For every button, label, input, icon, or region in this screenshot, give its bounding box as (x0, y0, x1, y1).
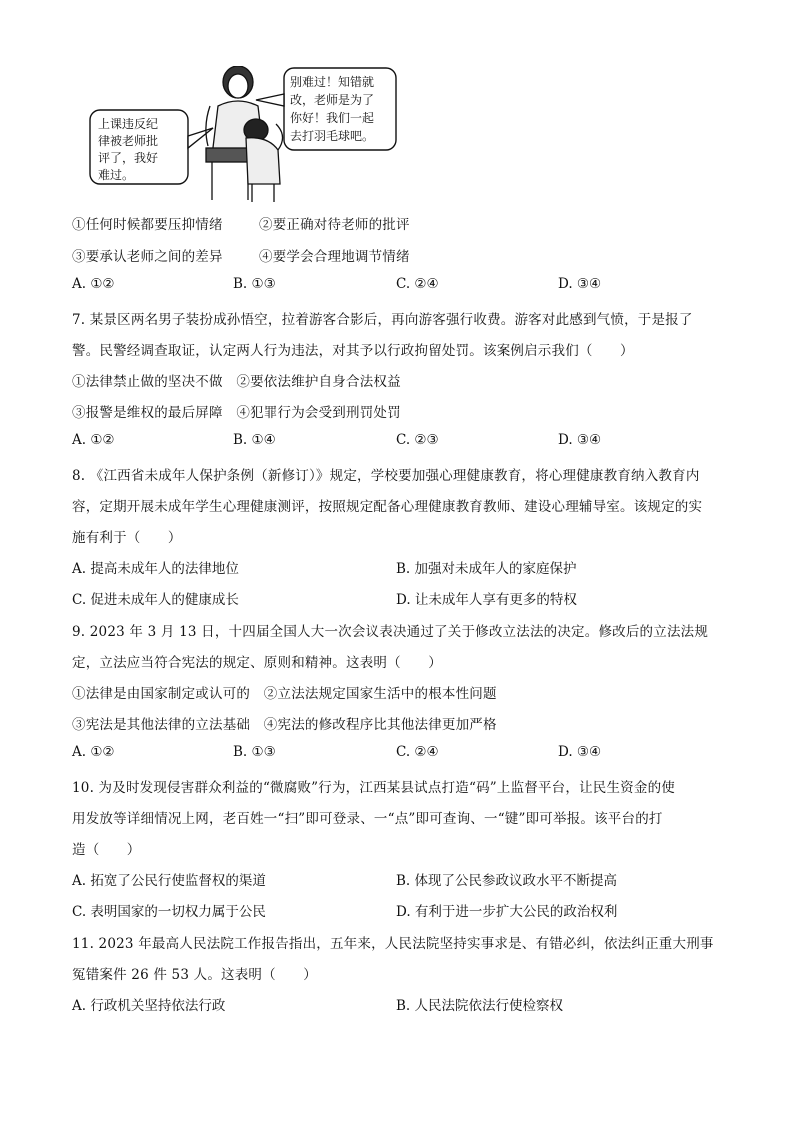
right-bubble-line-3: 你好！我们一起 (290, 111, 375, 125)
q8-option-c: C. 促进未成年人的健康成长 (72, 592, 239, 608)
q7-statements-line-2: ③报警是维权的最后屏障 ④犯罪行为会受到刑罚处罚 (72, 405, 401, 421)
q7-statements-line-1: ①法律禁止做的坚决不做 ②要依法维护自身合法权益 (72, 374, 401, 390)
q11-stem-line-2: 冤错案件 26 件 53 人。这表明（ ） (72, 967, 317, 983)
q7-option-c: C. ②③ (396, 432, 439, 448)
q7-stem-line-2: 警。民警经调查取证，认定两人行为违法，对其予以行政拘留处罚。该案例启示我们（ ） (72, 343, 634, 359)
q7-option-b: B. ①④ (233, 432, 276, 448)
q6-statement-4: ④要学会合理地调节情绪 (259, 249, 410, 265)
q10-option-b: B. 体现了公民参政议政水平不断提高 (396, 873, 618, 889)
q10-stem-line-3: 造（ ） (72, 842, 141, 858)
left-bubble-line-3: 评了，我好 (98, 151, 159, 165)
q7-option-d: D. ③④ (558, 432, 602, 448)
q7-option-a: A. ①② (72, 432, 115, 448)
q9-option-a: A. ①② (72, 744, 115, 760)
left-bubble-line-4: 难过。 (98, 168, 135, 182)
left-bubble-line-1: 上课违反纪 (98, 117, 159, 131)
q9-statements-line-2: ③宪法是其他法律的立法基础 ④宪法的修改程序比其他法律更加严格 (72, 717, 497, 733)
right-bubble-line-2: 改，老师是为了 (290, 93, 375, 107)
q10-stem-line-2: 用发放等详细情况上网，老百姓一“扫”即可登录、一“点”即可查询、一“键”即可举报。该平台的打 (72, 811, 663, 827)
q6-option-b: B. ①③ (233, 276, 276, 292)
q8-option-a: A. 提高未成年人的法律地位 (72, 561, 239, 577)
q6-statement-1: ①任何时候都要压抑情绪 (72, 217, 223, 233)
q9-option-b: B. ①③ (233, 744, 276, 760)
q9-stem-line-2: 定，立法应当符合宪法的规定、原则和精神。这表明（ ） (72, 655, 442, 671)
q11-option-b: B. 人民法院依法行使检察权 (396, 998, 564, 1014)
q9-stem-line-1: 9. 2023 年 3 月 13 日，十四届全国人大一次会议表决通过了关于修改立法法的决定。修改后的立法法规 (72, 624, 709, 640)
q9-option-c: C. ②④ (396, 744, 439, 760)
q9-option-d: D. ③④ (558, 744, 602, 760)
q10-stem-line-1: 10. 为及时发现侵害群众利益的“微腐败”行为，江西某县试点打造“码”上监督平台，让民生资金的使 (72, 780, 675, 796)
q6-statement-2: ②要正确对待老师的批评 (259, 217, 410, 233)
q6-option-d: D. ③④ (558, 276, 602, 292)
q8-option-d: D. 让未成年人享有更多的特权 (396, 592, 577, 608)
left-bubble-line-2: 律被老师批 (98, 134, 159, 148)
right-bubble-line-4: 去打羽毛球吧。 (290, 129, 375, 143)
right-bubble-line-1: 别难过！知错就 (290, 75, 375, 89)
cartoon-illustration (88, 66, 408, 206)
q9-statements-line-1: ①法律是由国家制定或认可的 ②立法法规定国家生活中的根本性问题 (72, 686, 497, 702)
q10-option-a: A. 拓宽了公民行使监督权的渠道 (72, 873, 266, 889)
q8-stem-line-3: 施有利于（ ） (72, 530, 182, 546)
q6-option-a: A. ①② (72, 276, 115, 292)
q11-stem-line-1: 11. 2023 年最高人民法院工作报告指出，五年来，人民法院坚持实事求是、有错必纠，依法纠正重大刑事 (72, 936, 714, 952)
q6-statement-3: ③要承认老师之间的差异 (72, 249, 223, 265)
teacher-and-student-figures (206, 66, 283, 202)
q11-option-a: A. 行政机关坚持依法行政 (72, 998, 226, 1014)
q6-option-c: C. ②④ (396, 276, 439, 292)
q10-option-d: D. 有利于进一步扩大公民的政治权利 (396, 904, 618, 920)
q8-stem-line-1: 8. 《江西省未成年人保护条例（新修订）》规定，学校要加强心理健康教育，将心理健康教育纳入教育内 (72, 468, 700, 484)
q10-option-c: C. 表明国家的一切权力属于公民 (72, 904, 266, 920)
q8-option-b: B. 加强对未成年人的家庭保护 (396, 561, 577, 577)
q8-stem-line-2: 容，定期开展未成年学生心理健康测评，按照规定配备心理健康教育教师、建设心理辅导室。该规定的实 (72, 499, 703, 515)
q7-stem-line-1: 7. 某景区两名男子装扮成孙悟空，拉着游客合影后，再向游客强行收费。游客对此感到气愤，于是报了 (72, 312, 693, 328)
